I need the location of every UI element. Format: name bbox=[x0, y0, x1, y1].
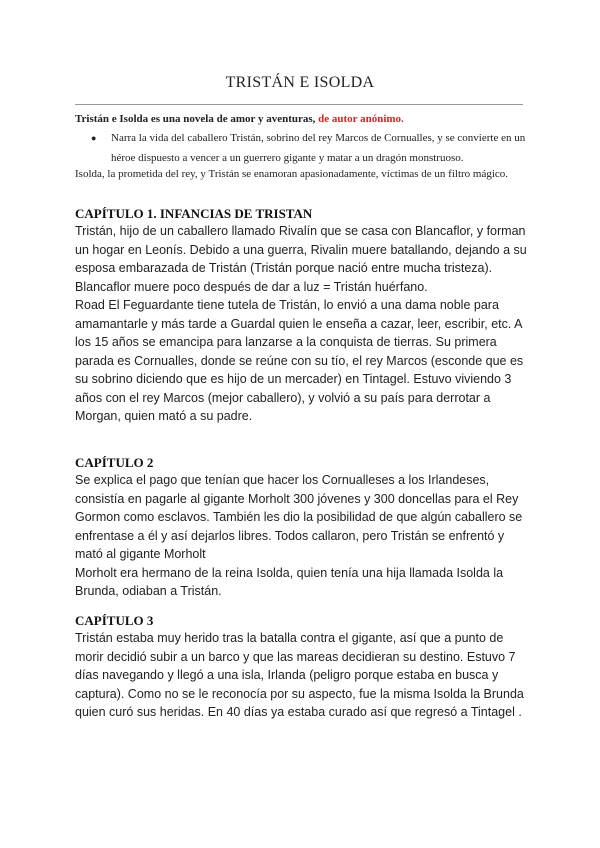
chapter-1-paragraph-1: Tristán, hijo de un caballero llamado Rivalín que se casa con Blancaflor, y forman un hogar en Leonís. Debido a una guerra, Rivalin muere batallando, dejando a su esposa embarazada de Tristán (Tristán porque nació entre mucha tristeza). Blancaflor muere poco después de dar a luz = Tristán huérfano. bbox=[75, 224, 527, 294]
chapter-3-body bbox=[75, 629, 535, 722]
chapter-2-body bbox=[75, 471, 535, 601]
bullet-dot-icon: ● bbox=[91, 133, 97, 143]
chapter-3-paragraph-1: Tristán estaba muy herido tras la batalla contra el gigante, así que a punto de morir decidió subir a un barco y que las mareas decidieran su destino. Estuvo 7 días navegando y llegó a una isla, Irlanda (peligro porque estaba en busca y captura). Como no se le reconocía por su aspecto, fue la misma Isolda la Brunda quien curó sus heridas. En 40 días ya estaba curado así que regresó a Tintagel . bbox=[75, 631, 524, 719]
chapter-2-paragraph-1: Se explica el pago que tenían que hacer los Cornualleses a los Irlandeses, consistía en pagarle al gigante Morholt 300 jóvenes y 300 doncellas para el Rey Gormon como esclavos. También les dio la posibilidad de que algún caballero se enfrentase a él y así dejarlos libres. Todos callaron, pero Tristán se enfrentó y mató al gigante Morholt bbox=[75, 473, 523, 561]
chapter-1-paragraph-2: Road El Feguardante tiene tutela de Tristán, lo envió a una dama noble para amamantarle y más tarde a Guardal quien le enseña a cazar, leer, escribir, etc. A los 15 años se emancipa para lanzarse a la conquista de tierras. Su primera parada es Cornualles, donde se reúne con su tío, el rey Marcos (esconde que es su sobrino diciendo que es hijo de un mercader) en Tintagel. Estuvo viviendo 3 años con el rey Marcos (mejor caballero), y volvió a su país para derrotar a Morgan, quien mató a su padre. bbox=[75, 298, 524, 423]
title-divider bbox=[75, 104, 523, 105]
chapter-3-heading: CAPÍTULO 3 bbox=[75, 613, 154, 628]
chapter-2-paragraph-2: Morholt era hermano de la reina Isolda, quien tenía una hija llamada Isolda la Brunda, odiaban a Tristán. bbox=[75, 565, 504, 598]
intro-lead-bold: Tristán e Isolda es una novela de amor y aventuras, bbox=[75, 113, 316, 125]
chapter-2-heading: CAPÍTULO 2 bbox=[75, 455, 154, 470]
intro-lead-red: de autor anónimo. bbox=[318, 113, 404, 125]
intro-bullet-text: Narra la vida del caballero Tristán, sobrino del rey Marcos de Cornualles, y se convierte en un héroe dispuesto a vencer a un guerrero gigante y matar a un dragón monstruoso. bbox=[111, 132, 526, 164]
intro-tail: Isolda, la prometida del rey, y Tristán se enamoran apasionadamente, víctimas de un filtro mágico. bbox=[75, 168, 509, 180]
chapter-1-heading: CAPÍTULO 1. INFANCIAS DE TRISTAN bbox=[75, 206, 313, 221]
intro-lead bbox=[75, 113, 404, 125]
document-title: TRISTÁN E ISOLDA bbox=[225, 74, 375, 91]
chapter-1-body bbox=[75, 222, 535, 426]
